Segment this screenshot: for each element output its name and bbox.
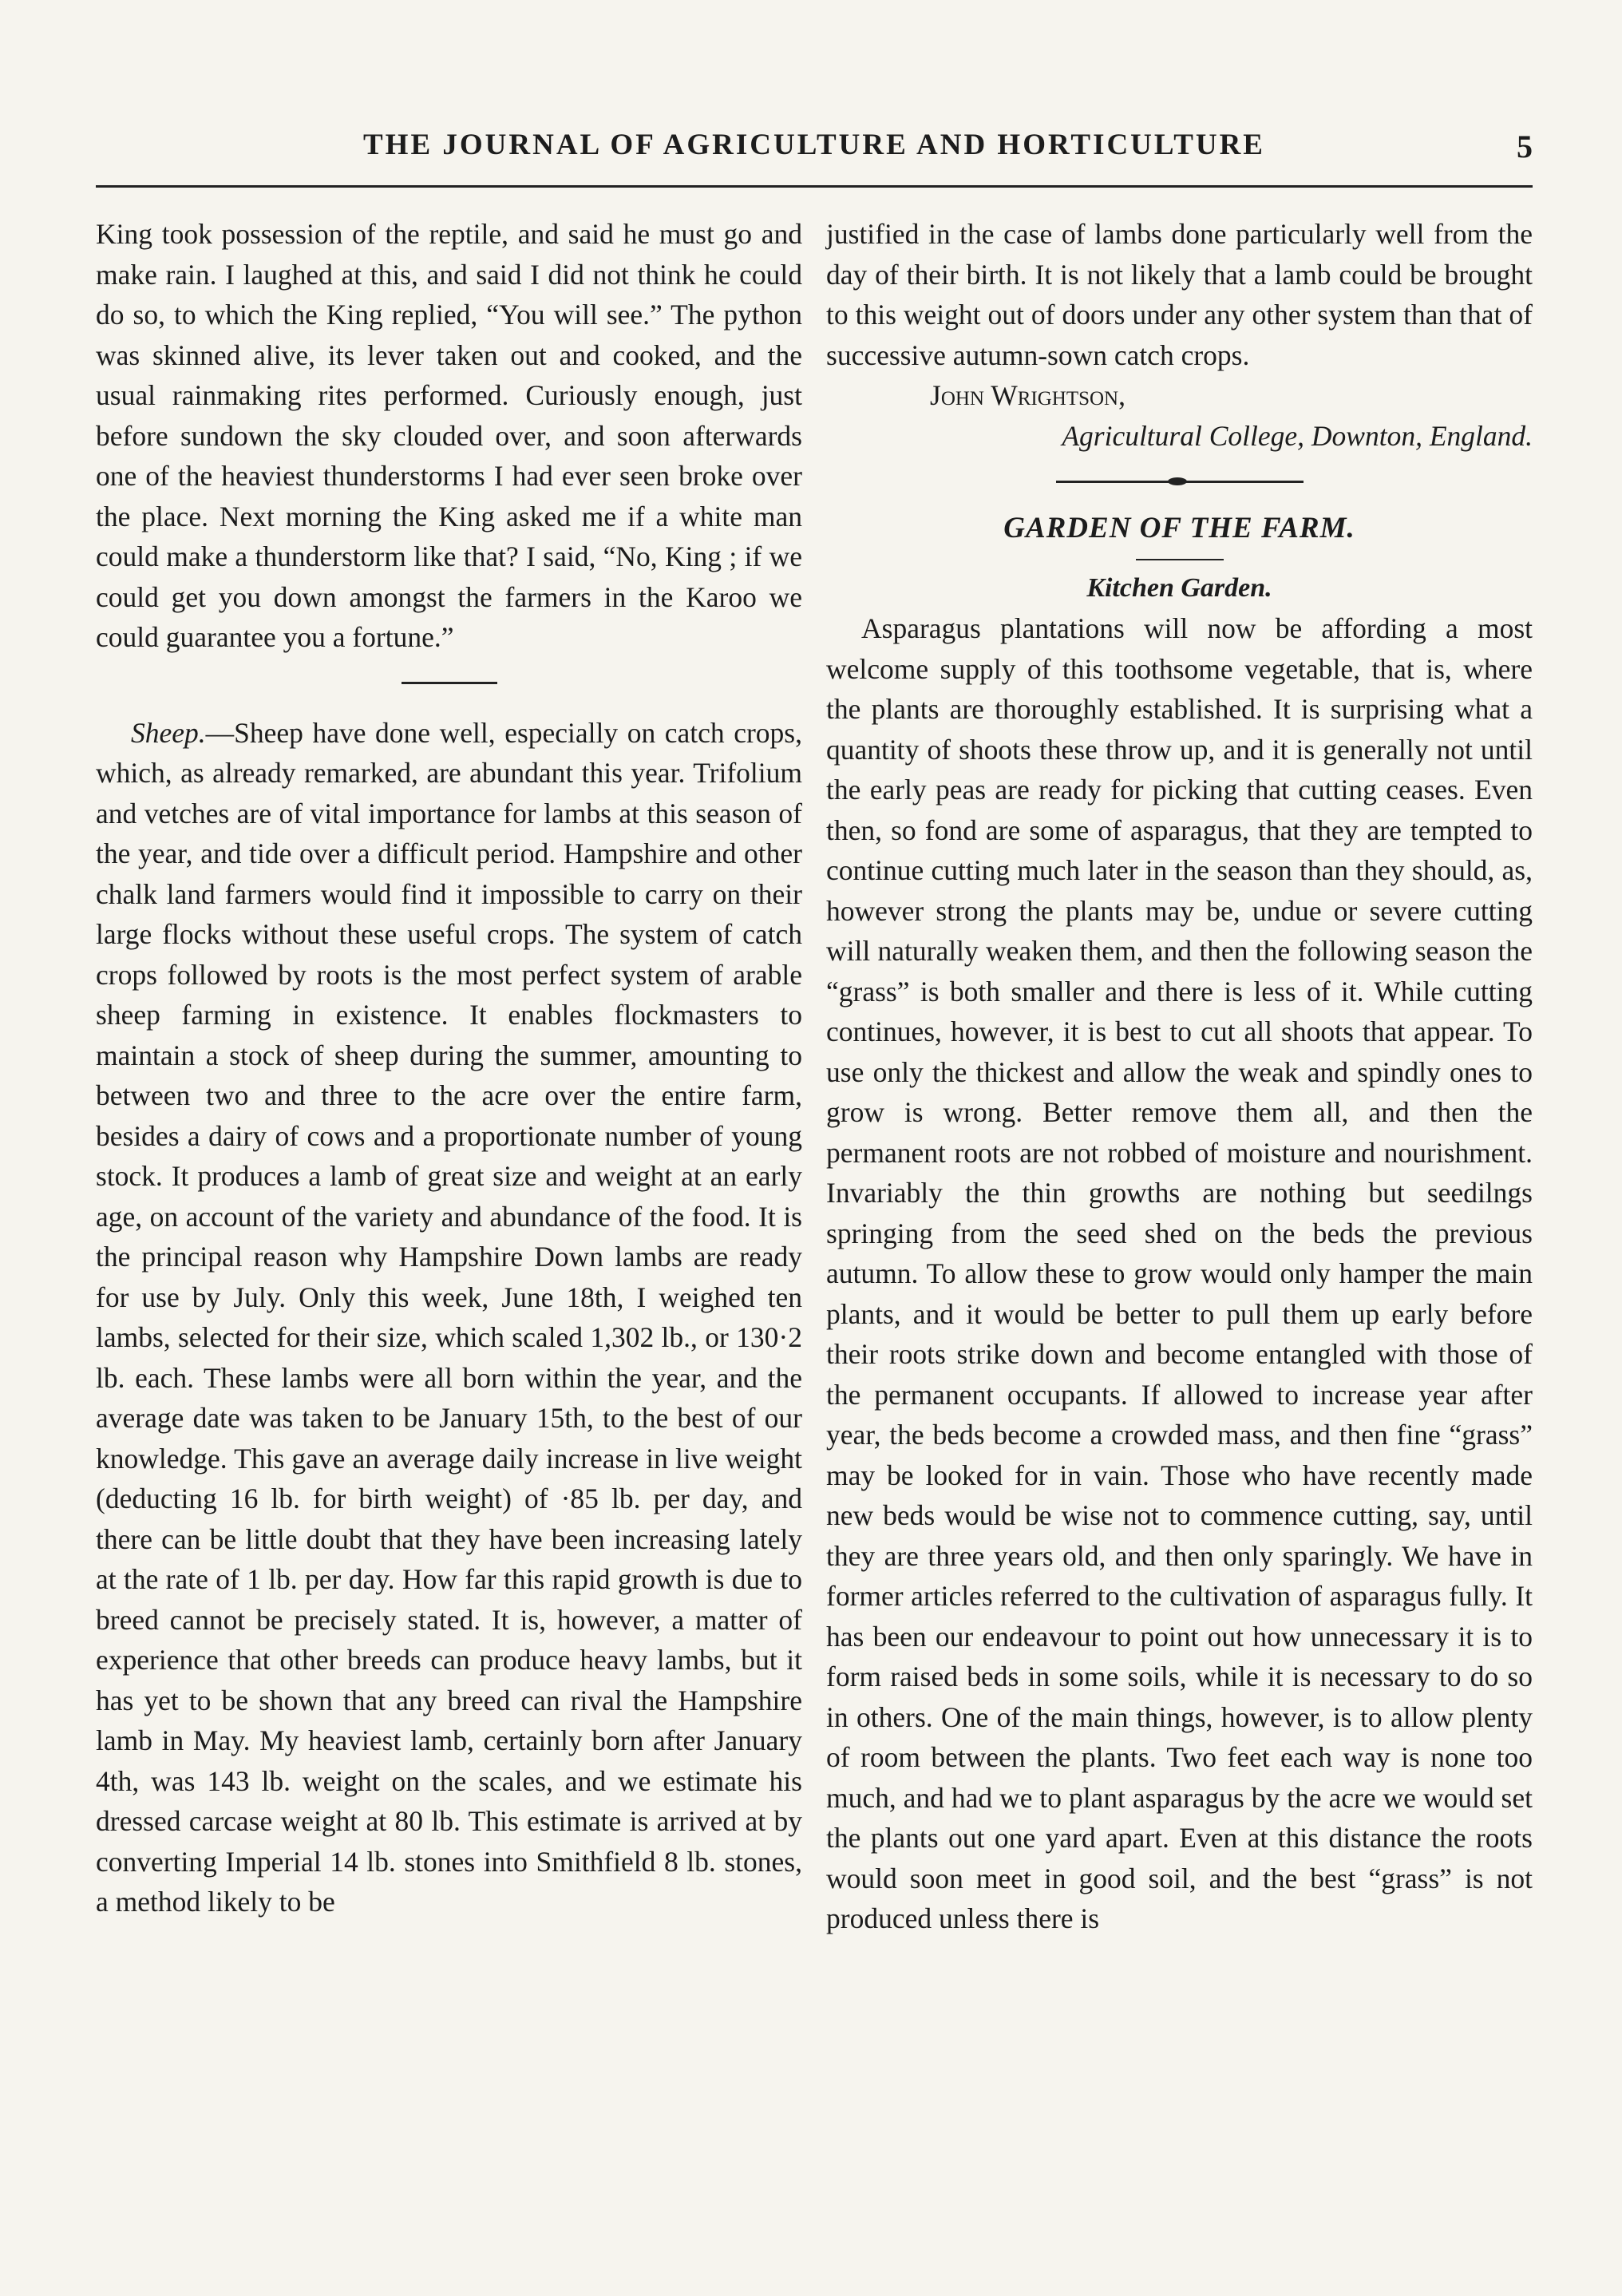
sheep-paragraph bbox=[96, 713, 802, 1922]
page-number: 5 bbox=[1517, 129, 1533, 164]
subsection-title: Kitchen Garden. bbox=[1086, 572, 1272, 603]
author-affiliation: Agricultural College, Downton, England. bbox=[1062, 419, 1533, 452]
sheep-text: —Sheep have done well, especially on catch crops, which, as already remarked, are abundant this year. Trifolium and vetches are of vital importance for lambs at this season of the year, and tide over a difficult period. Hampshire and other chalk land farmers would find it impossible to carry on their large flocks without these useful crops. The system of catch crops followed by roots is the most perfect system of arable sheep farming in existence. It enables flockmasters to maintain a stock of sheep during the summer, amounting to between two and three to the acre over the entire farm, besides a dairy of cows and a proportionate number of young stock. It produces a lamb of great size and weight at an early age, on account of the variety and abundance of the food. It is the principal reason why Hampshire Down lambs are ready for use by July. Only this week, June 18th, I weighed ten lambs, selected for their size, which scaled 1,302 lb., or 130·2 lb. each. These lambs were all born within the year, and the average date was taken to be January 15th, to the best of our knowledge. This gave an average daily increase in live weight (deducting 16 lb. for birth weight) of ·85 lb. per day, and there can be little doubt that they have been increasing lately at the rate of 1 lb. per day. How far this rapid growth is due to breed cannot be precisely stated. It is, however, a matter of experience that other breeds can produce heavy lambs, but it has yet to be shown that any breed can rival the Hampshire lamb in May. My heaviest lamb, certainly born after January 4th, was 143 lb. weight on the scales, and we estimate his dressed carcase weight at 80 lb. This estimate is arrived at by converting Imperial 14 lb. stones into Smithfield 8 lb. stones, a method likely to be bbox=[96, 716, 802, 1918]
journal-title: THE JOURNAL OF AGRICULTURE AND HORTICULTURE bbox=[363, 129, 1265, 161]
section-divider bbox=[402, 682, 497, 684]
sheep-heading: Sheep. bbox=[131, 716, 206, 749]
page-header bbox=[96, 128, 1533, 184]
right-column bbox=[826, 214, 1533, 1939]
ornament-divider bbox=[1056, 478, 1304, 485]
signature-block bbox=[826, 375, 1533, 456]
header-rule bbox=[96, 185, 1533, 188]
asparagus-paragraph: Asparagus plantations will now be affording a most welcome supply of this toothsome vegetable, that is, where the plants are thoroughly established. It is surprising what a quantity of shoots these throw up, and it is generally not until the early peas are ready for picking that cutting ceases. Even then, so fond are some of asparagus, that they are tempted to continue cutting much later in the season than they should, as, however strong the plants may be, undue or severe cutting will naturally weaken them, and then the following season the “grass” is both smaller and there is less of it. While cutting continues, however, it is best to cut all shoots that appear. To use only the thickest and allow the weak and spindly ones to grow is wrong. Better remove them all, and then the permanent roots are not robbed of moisture and nourishment. Invariably the thin growths are nothing but seedilngs springing from the seed shed on the beds the previous autumn. To allow these to grow would only hamper the main plants, and it would be better to pull them up early before their roots strike down and become entangled with those of the permanent occupants. If allowed to increase year after year, the beds become a crowded mass, and then fine “grass” may be looked for in vain. Those who have recently made new beds would be wise not to commence cutting, say, until they are three years old, and then only sparingly. We have in former articles referred to the cultivation of asparagus fully. It has been our endeavour to point out how unnecessary it is to form raised beds in some soils, while it is necessary to do so in others. One of the main things, however, is to allow plenty of room between the plants. Two feet each way is none too much, and had we to plant asparagus by the acre we would set the plants out one yard apart. Even at this distance the roots would soon meet in good soil, and the best “grass” is not produced unless there is bbox=[826, 612, 1533, 1934]
lambs-paragraph-continued: justified in the case of lambs done particularly well from the day of their birth. It is not likely that a lamb could be brought to this weight out of doors under any other system than that of successive autumn-sown catch crops. bbox=[826, 218, 1533, 371]
left-column bbox=[96, 214, 802, 1922]
rainmaking-paragraph: King took possession of the reptile, and said he must go and make rain. I laughed at this, and said I did not think he could do so, to which the King replied, “You will see.” The python was skinned alive, its lever taken out and cooked, and the usual rainmaking rites performed. Curiously enough, just before sundown the sky clouded over, and soon afterwards one of the heaviest thunderstorms I had ever seen broke over the place. Next morning the King asked me if a white man could make a thunderstorm like that? I said, “No, King ; if we could get you down amongst the farmers in the Karoo we could guarantee you a fortune.” bbox=[96, 218, 802, 653]
section-title: GARDEN OF THE FARM. bbox=[1003, 512, 1355, 544]
author-name: John Wrightson, bbox=[930, 379, 1126, 411]
title-underline bbox=[1136, 559, 1224, 560]
